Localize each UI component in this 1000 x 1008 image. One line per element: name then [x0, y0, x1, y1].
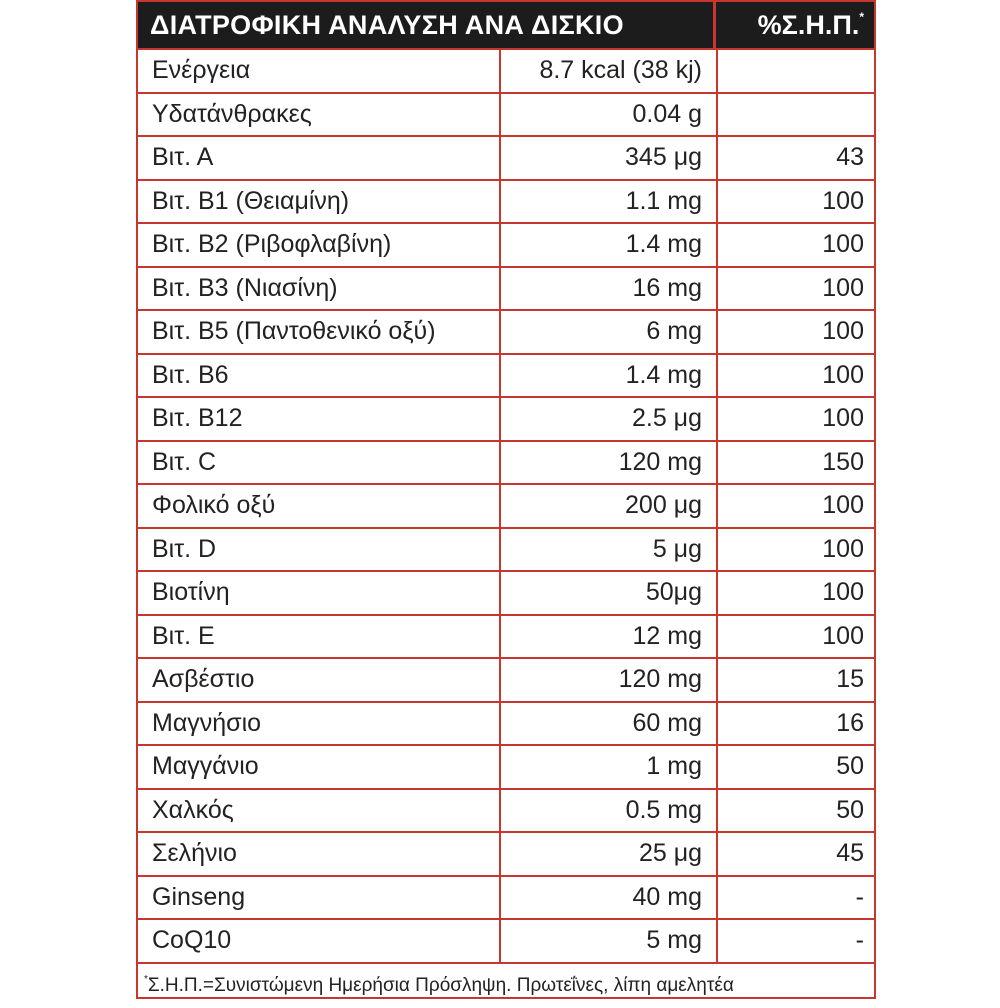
nutrient-name: Φολικό οξύ: [138, 485, 501, 527]
table-row: [138, 529, 874, 573]
nutrient-amount: 5 μg: [501, 529, 718, 571]
table-row: [138, 920, 874, 964]
table-row: [138, 616, 874, 660]
nutrient-name: CoQ10: [138, 920, 501, 962]
footnote-mark: *: [144, 974, 148, 985]
nutrient-amount: 12 mg: [501, 616, 718, 658]
nutrient-name: Υδατάνθρακες: [138, 94, 501, 136]
nutrient-pct: 50: [836, 752, 864, 781]
nutrient-name: Βιτ. Β12: [138, 398, 501, 440]
table-row: [138, 224, 874, 268]
nutrient-amount: 120 mg: [501, 442, 718, 484]
nutrient-pct: 45: [836, 839, 864, 868]
nutrient-name: Βιτ. Β3 (Νιασίνη): [138, 268, 501, 310]
table-row: [138, 50, 874, 94]
nutrient-name: Βιτ. Β5 (Παντοθενικό οξύ): [138, 311, 501, 353]
footnote-text: Σ.Η.Π.=Συνιστώμενη Ημερήσια Πρόσληψη. Πρωτεΐνες, λίπη αμελητέα: [147, 974, 734, 996]
nutrient-amount: 6 mg: [501, 311, 718, 353]
pct-header-mark: *: [859, 10, 864, 24]
nutrient-pct: 150: [822, 447, 864, 476]
nutrient-pct: -: [855, 926, 864, 955]
nutrient-amount: 25 μg: [501, 833, 718, 875]
nutrient-pct: 100: [822, 317, 864, 346]
nutrient-name: Βιτ. Α: [138, 137, 501, 179]
table-body: [138, 50, 874, 964]
nutrient-name: Βιτ. D: [138, 529, 501, 571]
nutrient-amount: 5 mg: [501, 920, 718, 962]
nutrient-amount: 0.04 g: [501, 94, 718, 136]
table-row: [138, 703, 874, 747]
table-row: [138, 355, 874, 399]
table-row: [138, 485, 874, 529]
nutrient-pct: 100: [822, 534, 864, 563]
nutrient-pct: 100: [822, 578, 864, 607]
pct-header: [716, 2, 874, 48]
nutrient-name: Βιτ. Β1 (Θειαμίνη): [138, 181, 501, 223]
table-row: [138, 746, 874, 790]
nutrient-name: Χαλκός: [138, 790, 501, 832]
table-row: [138, 137, 874, 181]
footnote: [138, 964, 874, 1008]
nutrient-pct: 100: [822, 360, 864, 389]
nutrient-name: Βιτ. Β6: [138, 355, 501, 397]
nutrient-pct: 100: [822, 186, 864, 215]
nutrient-amount: 16 mg: [501, 268, 718, 310]
nutrient-amount: 40 mg: [501, 877, 718, 919]
nutrient-pct: 43: [836, 143, 864, 172]
table-row: [138, 442, 874, 486]
nutrient-name: Ασβέστιο: [138, 659, 501, 701]
table-row: [138, 877, 874, 921]
nutrient-pct: 16: [836, 708, 864, 737]
nutrient-name: Βιτ. Ε: [138, 616, 501, 658]
nutrient-amount: 1.1 mg: [501, 181, 718, 223]
nutrient-amount: 1 mg: [501, 746, 718, 788]
table-row: [138, 572, 874, 616]
table-row: [138, 268, 874, 312]
table-row: [138, 659, 874, 703]
table-header: [138, 2, 874, 50]
nutrient-name: Ginseng: [138, 877, 501, 919]
table-row: [138, 833, 874, 877]
table-row: [138, 181, 874, 225]
nutrient-amount: 1.4 mg: [501, 224, 718, 266]
nutrient-amount: 1.4 mg: [501, 355, 718, 397]
nutrient-pct: 15: [836, 665, 864, 694]
nutrient-pct: 50: [836, 795, 864, 824]
table-row: [138, 398, 874, 442]
nutrient-pct: 100: [822, 621, 864, 650]
nutrient-name: Ενέργεια: [138, 50, 501, 92]
nutrient-pct: [718, 50, 874, 92]
nutrient-amount: 0.5 mg: [501, 790, 718, 832]
nutrition-table: [136, 0, 876, 999]
nutrient-name: Σελήνιο: [138, 833, 501, 875]
nutrient-pct: [718, 94, 874, 136]
nutrient-name: Βιτ. Β2 (Ριβοφλαβίνη): [138, 224, 501, 266]
nutrient-pct: 100: [822, 273, 864, 302]
nutrient-amount: 2.5 μg: [501, 398, 718, 440]
nutrient-amount: 50μg: [501, 572, 718, 614]
nutrient-amount: 8.7 kcal (38 kj): [501, 50, 718, 92]
nutrient-name: Βιοτίνη: [138, 572, 501, 614]
nutrient-amount: 345 μg: [501, 137, 718, 179]
pct-header-label: %Σ.Η.Π.: [757, 9, 860, 40]
table-row: [138, 790, 874, 834]
nutrient-pct: -: [855, 882, 864, 911]
table-row: [138, 311, 874, 355]
table-title: ΔΙΑΤΡΟΦΙΚΗ ΑΝΑΛΥΣΗ ΑΝΑ ΔΙΣΚΙΟ: [138, 2, 716, 48]
nutrient-pct: 100: [822, 404, 864, 433]
nutrient-pct: 100: [822, 491, 864, 520]
nutrient-amount: 120 mg: [501, 659, 718, 701]
table-row: [138, 94, 874, 138]
nutrient-amount: 60 mg: [501, 703, 718, 745]
nutrient-name: Μαγνήσιο: [138, 703, 501, 745]
nutrient-name: Μαγγάνιο: [138, 746, 501, 788]
nutrient-name: Βιτ. C: [138, 442, 501, 484]
nutrient-amount: 200 μg: [501, 485, 718, 527]
nutrient-pct: 100: [822, 230, 864, 259]
